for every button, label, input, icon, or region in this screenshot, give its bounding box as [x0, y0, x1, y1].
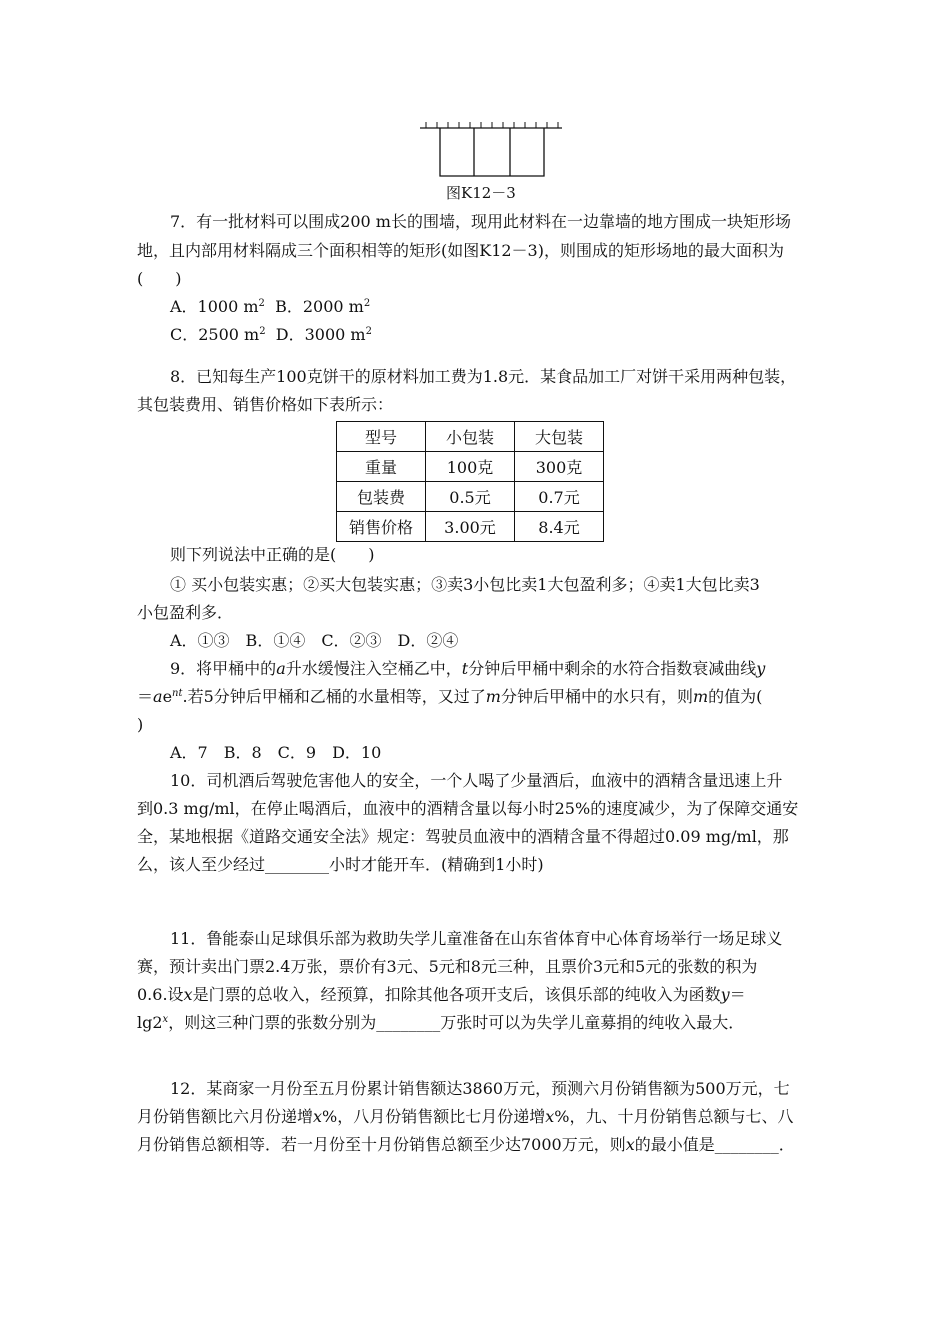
table-cell: 0.7元 [515, 482, 604, 512]
q7-options-ab: A．1000 $m^2$ B．2000 $m^2$ [170, 297, 371, 316]
q11-line-1: 11．鲁能泰山足球俱乐部为救助失学儿童准备在山东省体育中心体育场举行一场足球义 [170, 929, 783, 948]
q7-options-cd: C．2500 $m^2$ D．3000 $m^2$ [170, 325, 372, 344]
q10-line-4: 么，该人至少经过________小时才能开车．(精确到1小时) [137, 855, 544, 874]
q10-line-1: 10．司机酒后驾驶危害他人的安全，一个人喝了少量酒后，血液中的酒精含量迅速上升 [170, 771, 783, 790]
table-cell: 0.5元 [426, 482, 515, 512]
fence-diagram [418, 118, 564, 180]
q7-option-d: D．3000 m [275, 325, 366, 344]
q10-line-3: 全，某地根据《道路交通安全法》规定：驾驶员血液中的酒精含量不得超过0.09 mg/ml，那 [137, 827, 789, 846]
table-row [337, 422, 604, 452]
q7-option-a: A．1000 m [170, 297, 259, 316]
q8-options: A．①③ B．①④ C．②③ D．②④ [170, 631, 459, 650]
q11-line-3: 0.6.设x是门票的总收入，经预算，扣除其他各项开支后，该俱乐部的纯收入为函数y＝ [137, 985, 746, 1004]
table-row [337, 482, 604, 512]
table-row [337, 512, 604, 542]
q12-line-1: 12．某商家一月份至五月份累计销售额达3860万元，预测六月份销售额为500万元，七 [170, 1079, 790, 1098]
q8-line-5: 小包盈利多． [137, 603, 234, 622]
table-cell: 销售价格 [337, 512, 426, 542]
q12-line-3: 月份销售总额相等．若一月份至十月份销售总额至少达7000万元，则x的最小值是________． [137, 1135, 795, 1154]
q7-line-2: 地，且内部用材料隔成三个面积相等的矩形(如图K12－3)，则围成的矩形场地的最大面积为 [137, 241, 784, 260]
q9-line-3: ) [137, 715, 144, 734]
table-cell: 小包装 [426, 422, 515, 452]
q7-option-b: B．2000 m [275, 297, 364, 316]
q8-line-2: 其包装费用、销售价格如下表所示： [137, 395, 394, 414]
table-cell: 100克 [426, 452, 515, 482]
q7-option-c: C．2500 m [170, 325, 260, 344]
table-cell: 大包装 [515, 422, 604, 452]
packaging-table [336, 421, 604, 542]
table-cell: 重量 [337, 452, 426, 482]
table-row [337, 452, 604, 482]
q12-line-2: 月份销售额比六月份递增x%，八月份销售额比七月份递增x%，九、十月份销售总额与七、八 [137, 1107, 794, 1126]
q9-line-2: $=ae^{nt}$.若5分钟后甲桶和乙桶的水量相等，又过了m分钟后甲桶中的水只有，则m的值为( [137, 687, 763, 706]
table-cell: 300克 [515, 452, 604, 482]
figure-caption: 图K12－3 [446, 184, 516, 202]
q11-line-2: 赛，预计卖出门票2.4万张，票价有3元、5元和8元三种，且票价3元和5元的张数的积为 [137, 957, 758, 976]
q11-line-4: lg2$^x$，则这三种门票的张数分别为________万张时可以为失学儿童募捐的纯收入最大． [137, 1013, 745, 1032]
q9-options: A．7 B．8 C．9 D．10 [170, 743, 382, 762]
table-cell: 型号 [337, 422, 426, 452]
q8-line-4: ① 买小包装实惠；②买大包装实惠；③卖3小包比卖1大包盈利多；④卖1大包比卖3 [170, 575, 760, 594]
q7-line-3: ( ) [137, 269, 182, 288]
table-cell: 8.4元 [515, 512, 604, 542]
table-cell: 3.00元 [426, 512, 515, 542]
table-cell: 包装费 [337, 482, 426, 512]
q8-line-3: 则下列说法中正确的是( ) [170, 545, 375, 564]
q10-line-2: 到0.3 mg/ml，在停止喝酒后，血液中的酒精含量以每小时25%的速度减少，为了保障交通安 [137, 799, 799, 818]
q7-line-1: 7．有一批材料可以围成200 m长的围墙，现用此材料在一边靠墙的地方围成一块矩形场 [170, 212, 791, 231]
q8-line-1: 8．已知每生产100克饼干的原材料加工费为1.8元．某食品加工厂对饼干采用两种包装， [170, 367, 797, 386]
q9-line-1: 9．将甲桶中的a升水缓慢注入空桶乙中，t分钟后甲桶中剩余的水符合指数衰减曲线y [170, 659, 766, 678]
